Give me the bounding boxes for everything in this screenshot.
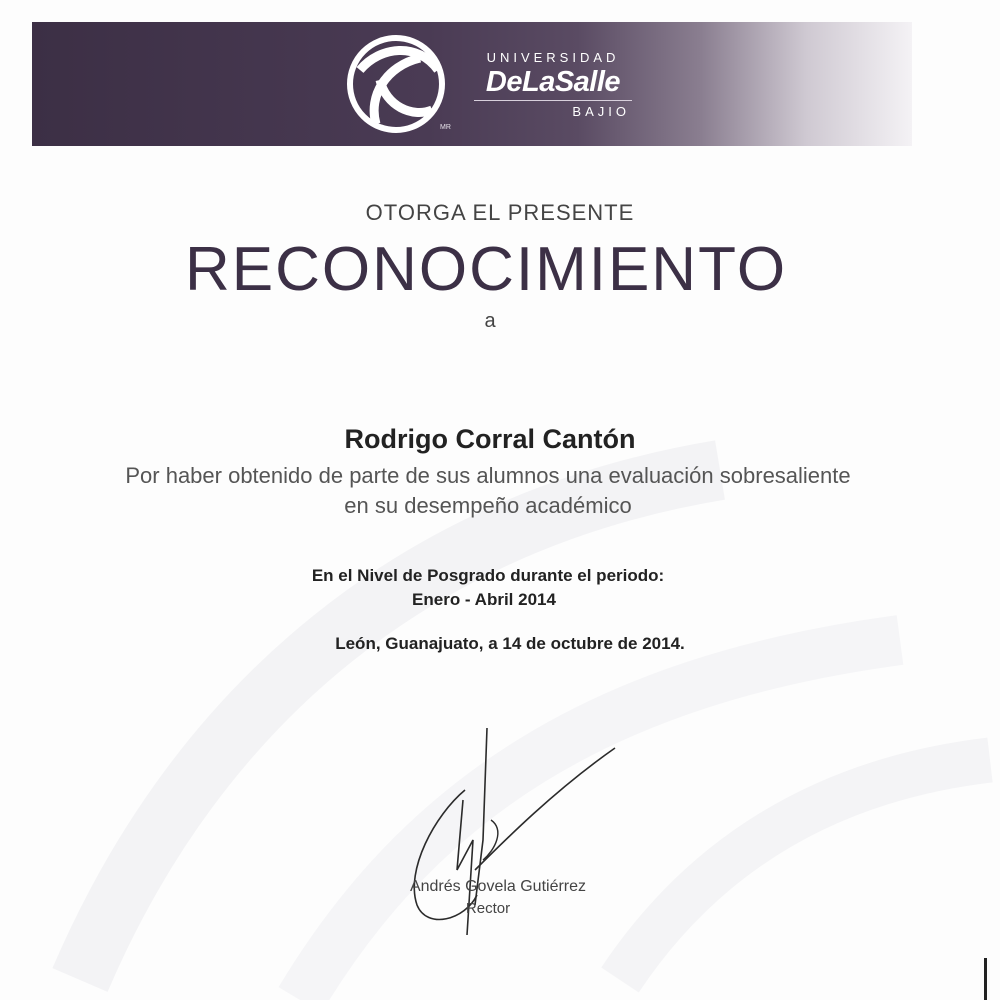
university-label-bottom: BAJIO	[572, 104, 630, 119]
trademark-mark: MR	[440, 124, 451, 131]
place-date-text: León, Guanajuato, a 14 de octubre de 2014.	[335, 634, 685, 653]
scan-edge-mark	[984, 958, 987, 1000]
reason-line-1: Por haber obtenido de parte de sus alumnos una evaluación sobresaliente	[125, 463, 851, 488]
volleyball-swirl-logo-icon	[346, 26, 446, 142]
grants-heading: OTORGA EL PRESENTE	[365, 200, 635, 225]
university-label-top: UNIVERSIDAD	[486, 50, 620, 65]
level-text: En el Nivel de Posgrado durante el periodo:	[311, 566, 665, 585]
recipient-name: Rodrigo Corral Cantón	[344, 424, 636, 454]
university-name: DeLaSalle	[485, 66, 621, 98]
period-text: Enero - Abril 2014	[412, 590, 556, 609]
certificate-title: RECONOCIMIENTO	[184, 235, 788, 304]
recipient-preposition: a	[484, 310, 496, 332]
signer-role: Rector	[465, 900, 511, 917]
signer-name: Andrés Govela Gutiérrez	[409, 878, 587, 895]
reason-line-2: en su desempeño académico	[344, 493, 632, 518]
university-divider	[474, 100, 632, 101]
